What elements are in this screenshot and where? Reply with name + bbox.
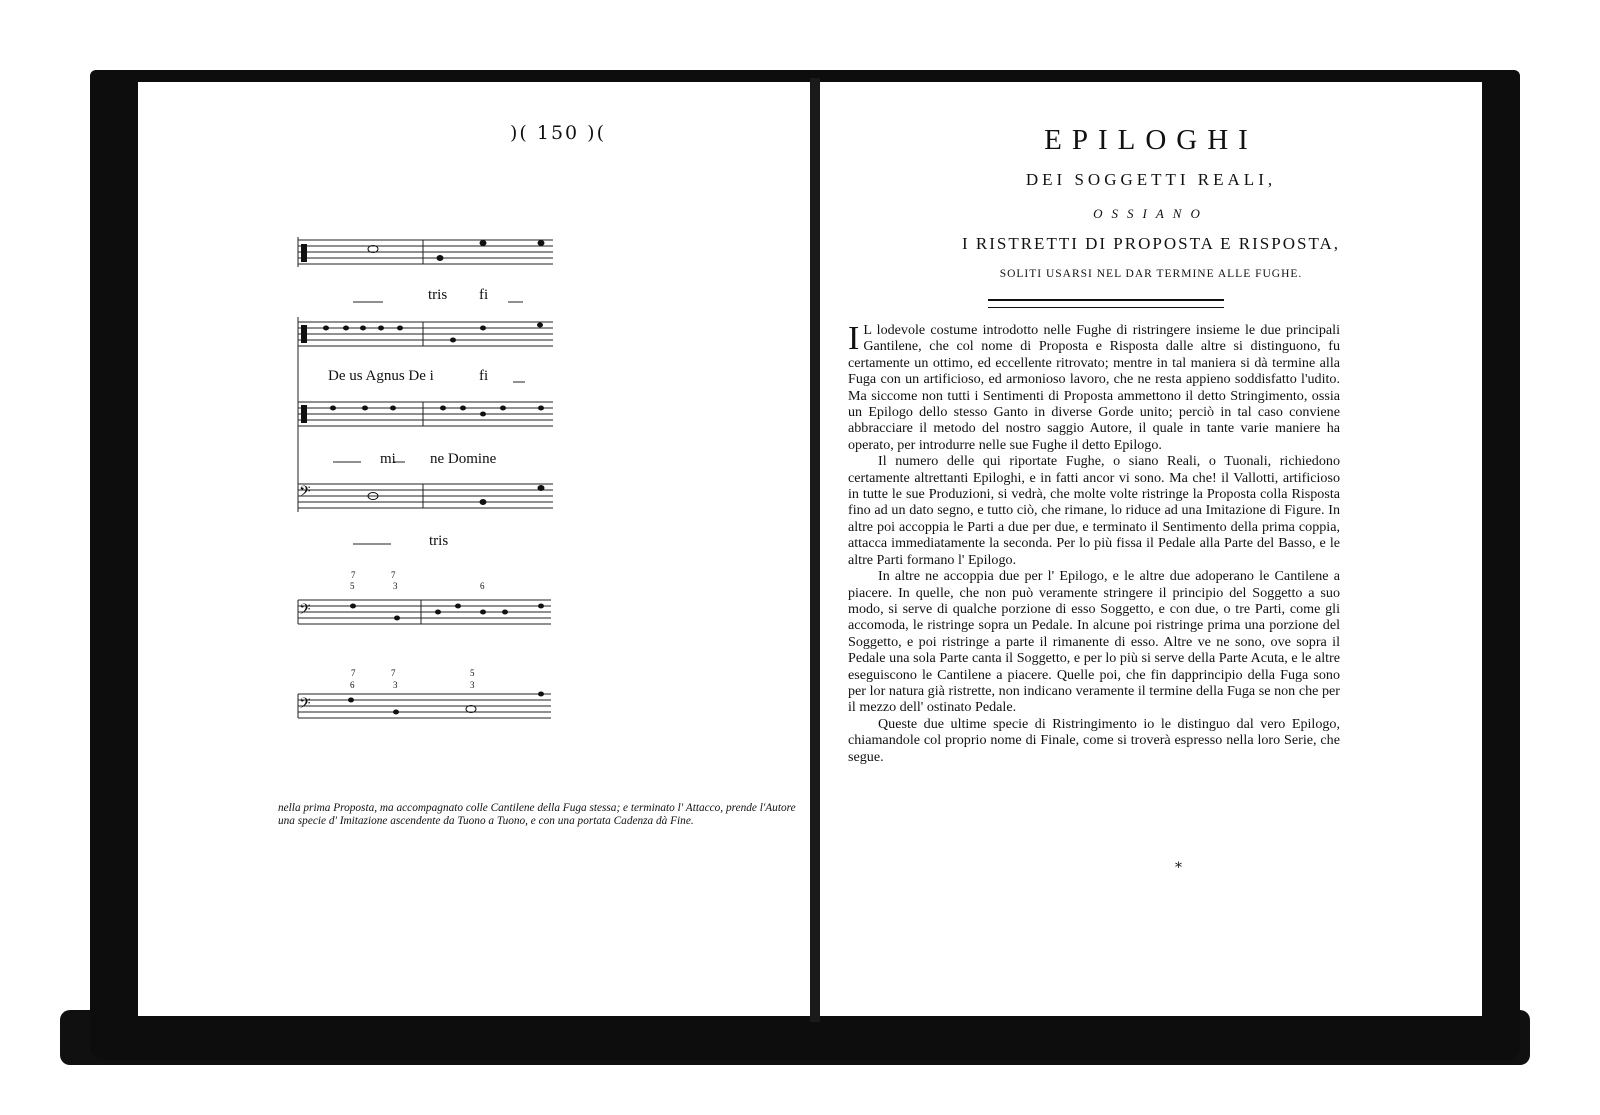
figure-bass2-6: 3 xyxy=(470,680,475,690)
figure-bass1-2: 5 xyxy=(350,581,355,591)
title-rule xyxy=(988,299,1224,308)
chapter-subtitle-2: I RISTRETTI DI PROPOSTA E RISPOSTA, xyxy=(961,234,1341,253)
figure-bass1-4: 3 xyxy=(393,581,398,591)
figure-bass2-4: 3 xyxy=(393,680,398,690)
figure-bass1-1: 7 xyxy=(351,570,356,580)
chapter-subtitle-3: SOLITI USARSI NEL DAR TERMINE ALLE FUGHE. xyxy=(999,268,1303,280)
paragraph-1 xyxy=(848,322,1340,453)
lyric-tris-2: tris xyxy=(429,533,449,549)
staff-1 xyxy=(298,240,553,264)
staff-4 xyxy=(298,484,553,508)
lyric-mi: mi xyxy=(380,451,396,467)
book-gutter xyxy=(810,78,820,1022)
paragraph-2: Il numero delle qui riportate Fughe, o siano Reali, o Tuonali, richiedono certamente altrettanti Epiloghi, e in fatti ancor vi sono. Ma che! il Vallotti, artificioso in tutte le sue Produzioni, si vedrà, che molte volte ristringe la Proposta colla Risposta fino ad un dato segno, e tutto ciò, che rimane, lo riduce ad una Imitazione di Figure. In altre poi accoppia le Parti a due per due, e terminato il Sentimento della prima coppia, attacca immediatamente la seconda. Per lo più fissa il Pedale alla Parte del Basso, e le altre Parti formano l' Epilogo. xyxy=(848,453,1340,568)
drop-cap: I xyxy=(848,320,860,357)
page-number: )( 150 )( xyxy=(510,122,606,144)
paragraph-3: In altre ne accoppia due per l' Epilogo, e le altre due adoperano le Cantilene a piacere. In quelle, che non può veramente stringere il principio del Soggetto a suo modo, si serve di qualche porzione di esso Soggetto, e con due, o tre Parti, come gli accomoda, le ristringe sopra un Pedale. In alcune poi ristringe prima una porzione del Soggetto, e poi ristringe a parte il rimanente di esso. Altre ve ne sono, ove sopra il Pedale una sola Parte canta il Soggetto, e per lo più si serve della Parte Acuta, e le altre eseguiscono le Cantilene a piacere. Quelle poi, che fin dapprincipio della Fuga sono per lor natura già ristrette, non indicano veramente il termine della Fuga se non che per il mezzo dell' ostinato Pedale. xyxy=(848,568,1340,716)
staff-5 xyxy=(298,600,551,624)
body-text xyxy=(848,322,1340,765)
right-page xyxy=(820,82,1482,1016)
svg-text:𝄢: 𝄢 xyxy=(299,695,311,716)
staff-6 xyxy=(298,694,551,718)
figure-bass2-3: 7 xyxy=(391,668,396,678)
figure-bass1-5: 6 xyxy=(480,581,485,591)
lyric-fi: fi xyxy=(479,287,489,303)
staff-3 xyxy=(298,402,553,426)
chapter-title: EPILOGHI xyxy=(1044,124,1258,156)
footnote-text: nella prima Proposta, ma accompagnato colle Cantilene della Fuga stessa; e terminato l' Attacco, prende l'Autore una specie d' Imitazione ascendente da Tuono a Tuono, e con una portata Cadenza dà Fine. xyxy=(278,802,796,827)
svg-text:𝄢: 𝄢 xyxy=(299,601,311,622)
lyric-ne-domine: ne Domine xyxy=(430,451,497,467)
figure-bass1-3: 7 xyxy=(391,570,396,580)
figure-bass2-2: 6 xyxy=(350,680,355,690)
paragraph-1-text: L lodevole costume introdotto nelle Fughe di ristringere insieme le due principali Gantilene, che col nome di Proposta e Risposta dalle altre si distinguono, fu certamente un ottimo, ed eccellente ritrovato; mentre in tal maniera si dà termine alla Fuga con un artificioso, ed armonioso lavoro, che ne resta appieno soddisfatto l'udito. Ma siccome non tutti i Sentimenti di Proposta ammettono il detto Stringimento, ossia un Epilogo dello stesso Ganto in diverse Gorde unito; perciò in tal caso conviene abbracciare il metodo del nostro saggio Autore, il quale in tante varie maniere ha operato, per introdurre nelle sue Fughe il detto Epilogo. xyxy=(848,322,1340,453)
catchword-mark: * xyxy=(1175,860,1182,876)
figure-bass2-5: 5 xyxy=(470,668,475,678)
lyric-fi-2: fi xyxy=(479,368,489,384)
lyric-deus-agnus-dei: De us Agnus De i xyxy=(328,368,434,384)
chapter-subtitle-1: DEI SOGGETTI REALI, xyxy=(1025,170,1277,189)
svg-text:𝄢: 𝄢 xyxy=(299,483,311,504)
paragraph-4: Queste due ultime specie di Ristringimento io le distinguo dal vero Epilogo, chiamandole col proprio nome di Finale, come si troverà espresso nella loro Serie, che segue. xyxy=(848,715,1340,765)
music-score xyxy=(293,232,558,742)
left-page xyxy=(138,82,810,1016)
chapter-ossiano: OSSIANO xyxy=(1093,206,1209,221)
staff-2 xyxy=(298,322,553,346)
lyric-tris: tris xyxy=(428,287,448,303)
figure-bass2-1: 7 xyxy=(351,668,356,678)
